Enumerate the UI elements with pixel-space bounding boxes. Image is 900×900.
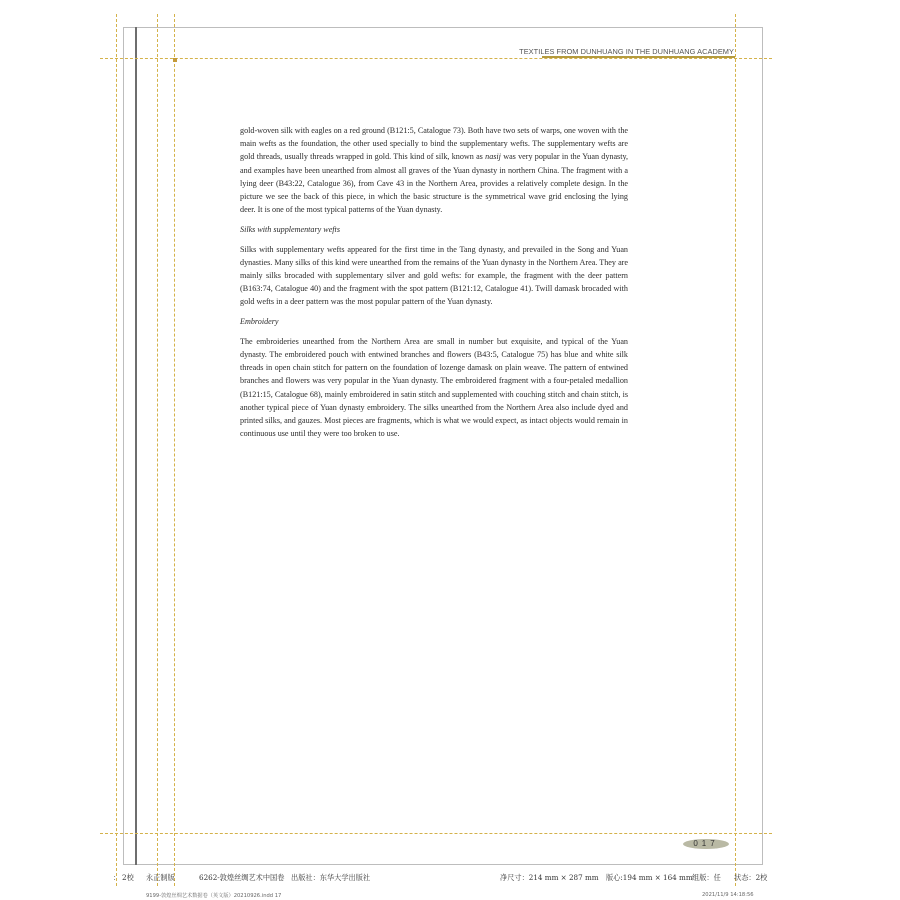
- term-nasij: nasij: [485, 152, 501, 162]
- guide-horizontal-top: [100, 58, 772, 59]
- section-heading-embroidery: Embroidery: [240, 317, 279, 327]
- corner-marker: [173, 58, 177, 62]
- slug-type-area: 版心:194 mm × 164 mm: [606, 873, 693, 882]
- slug-filename: 9199-敦煌丝绸艺术数据卷（英文版）20210926.indd 17: [146, 893, 282, 899]
- slug-proof: 2校: [122, 873, 134, 882]
- section-heading-supplementary-wefts: Silks with supplementary wefts: [240, 224, 340, 234]
- page-spine: [135, 27, 137, 865]
- slug-trim-size: 净尺寸：214 mm × 287 mm: [500, 873, 599, 882]
- slug-group: 组版：任: [692, 873, 721, 882]
- paragraph-3: The embroideries unearthed from the Northern Area are small in number but exquisite, and typical of the Yuan dynasty. The embroidered pouch with entwined branches and flowers (B43:5, Catalogue 75) has blue and white silk threads in open chain stitch for pattern on the foundation of lozenge damask on plain weave. The pattern of entwined branches and flowers was very popular in the Yuan dynasty. The embroidered fragment with a four-petaled medallion (B121:15, Catalogue 68), mainly embroidered in satin stitch and supplemented with couching stitch and chain stitch, is another typical piece of Yuan dynasty embroidery. The silks unearthed from the Northern Area also include dyed and printed silks, and gauzes. Most pieces are fragments, which is what we would expect, as intact objects would remain in continuous use until they were too broken to use.: [240, 336, 628, 439]
- paragraph-1: gold-woven silk with eagles on a red ground (B121:5, Catalogue 73). Both have two sets of warps, one woven with the main wefts as the foundation, the other used specially to bind the supplementary wefts. The supplementary wefts are gold threads, usually threads wrapped in gold. This kind of silk, known as nasij was very popular in the Yuan dynasty, and examples have been unearthed from almost all graves of the Yuan dynasty in northern China. The fragment with a lying deer (B43:22, Catalogue 36), from Cave 43 in the Northern Area, provides a relatively complete design. In the picture we see the back of this piece, in which the basic structure is the symmetrical wave grid enclosing the lying deer. It is one of the most typical patterns of the Yuan dynasty.: [240, 126, 629, 215]
- slug-status: 状态：2校: [734, 873, 768, 882]
- guide-vertical-outer-left: [116, 14, 117, 886]
- guide-horizontal-bottom: [100, 833, 772, 834]
- page-number: 017: [693, 839, 719, 848]
- slug-publisher: 出版社：东华大学出版社: [291, 873, 371, 882]
- paragraph-2: Silks with supplementary wefts appeared for the first time in the Tang dynasty, and prevailed in the Song and Yuan dynasties. Many silks of this kind were unearthed from the remains of the Yuan dynasty in the Northern Area. They are mainly silks brocaded with supplementary silver and gold wefts: for example, the fragment with the deer pattern (B163:74, Catalogue 40) and the fragment with the spot pattern (B121:12, Catalogue 41). Twill damask brocaded with gold wefts in a deer pattern was the most popular pattern of the Yuan dynasty.: [240, 244, 628, 307]
- guide-vertical-margin-left: [174, 14, 175, 886]
- slug-job: 6262-敦煌丝绸艺术中国卷: [199, 873, 285, 882]
- guide-vertical-right: [735, 14, 736, 886]
- guide-vertical-inner-left: [157, 14, 158, 886]
- header-rule: [542, 56, 735, 58]
- slug-plate: 永正制版: [146, 873, 175, 882]
- slug-timestamp: 2021/11/9 14:18:56: [702, 892, 754, 898]
- running-header: TEXTILES FROM DUNHUANG IN THE DUNHUANG ACADEMY: [519, 47, 734, 56]
- body-text: [240, 124, 628, 440]
- slug-left-mark: ：: [113, 873, 121, 882]
